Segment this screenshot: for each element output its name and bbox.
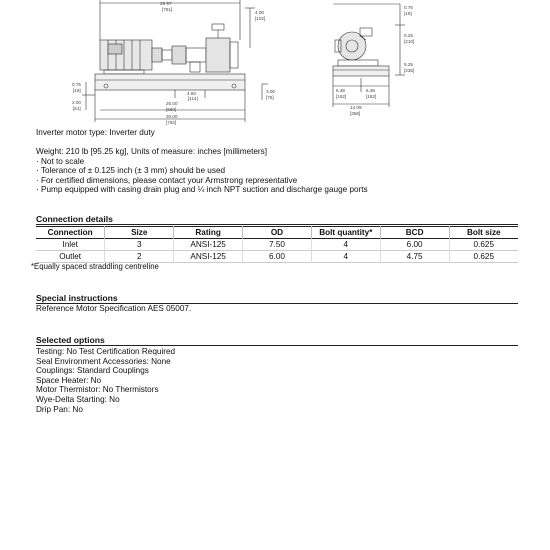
dim-text: [660] — [166, 107, 177, 112]
column-header: Bolt quantity* — [311, 227, 380, 239]
table-cell: 7.50 — [243, 239, 312, 251]
column-header: Rating — [174, 227, 243, 239]
column-header: Connection — [36, 227, 105, 239]
connection-details-title: Connection details — [36, 214, 518, 225]
column-header: Bolt size — [466, 228, 501, 237]
dim-text: [162] — [366, 94, 377, 99]
note-item: · Pump equipped with casing drain plug and ¼ inch NPT suction and discharge gauge ports — [36, 185, 368, 195]
note-item: · For certified dimensions, please contact your Armstrong representative — [36, 175, 298, 185]
dim-text: 29.97 — [160, 1, 172, 6]
dim-text: [358] — [350, 111, 361, 116]
column-header: BCD — [380, 227, 449, 239]
dim-text: [19] — [73, 88, 81, 93]
dim-text: [761] — [162, 7, 173, 12]
dim-text: [102] — [255, 16, 266, 21]
dim-text: [162] — [336, 94, 347, 99]
option-item: Space Heater: No — [36, 375, 102, 385]
option-item: Wye-Delta Starting: No — [36, 394, 120, 404]
table-cell: 4 — [311, 251, 380, 263]
dim-text: [51] — [73, 106, 81, 111]
dim-text: [76] — [266, 95, 274, 100]
table-cell: 6.00 — [243, 251, 312, 263]
dim-text: [210] — [404, 39, 415, 44]
dim-text: 4.50 — [187, 91, 196, 96]
option-item: Couplings: Standard Couplings — [36, 366, 149, 376]
column-header: Size — [105, 227, 174, 239]
table-cell: 4 — [311, 239, 380, 251]
weight-text: Weight: 210 lb [95.25 kg], Units of measure: inches [millimeters] — [36, 147, 268, 156]
table-cell: 3 — [105, 239, 174, 251]
end-view-dimensions — [336, 5, 414, 116]
option-item: Drip Pan: No — [36, 404, 83, 414]
column-header: OD — [243, 227, 312, 239]
table-cell: ANSI-125 — [174, 239, 243, 251]
selected-options-list — [36, 347, 175, 414]
table-cell: 0.625 — [473, 252, 495, 261]
option-item: Testing: No Test Certification Required — [36, 347, 176, 356]
dim-text: 0.25 — [404, 33, 413, 38]
pump-drawing — [0, 0, 550, 130]
dim-text: 26.00 — [166, 101, 178, 106]
dim-text: 0.75 — [72, 82, 81, 87]
table-row — [36, 239, 518, 251]
dim-text: [19] — [404, 11, 412, 16]
dim-text: 14.09 — [350, 105, 362, 110]
table-cell: 6.00 — [380, 239, 449, 251]
dim-text: [235] — [404, 68, 415, 73]
option-item: Seal Environment Accessories: None — [36, 356, 171, 366]
motor-type-text: Inverter motor type: Inverter duty — [36, 128, 155, 137]
dim-text: 6.38 — [366, 88, 375, 93]
dim-text: 9.25 — [404, 62, 413, 67]
notes-block — [36, 147, 368, 195]
selected-options-title: Selected options — [36, 335, 518, 346]
dim-text: 6.38 — [336, 88, 345, 93]
dim-text: [762] — [166, 120, 177, 125]
table-cell: Inlet — [36, 239, 105, 251]
connection-table — [36, 226, 518, 263]
special-instructions-title: Special instructions — [36, 293, 518, 304]
table-row — [36, 251, 518, 263]
table-cell: Outlet — [36, 251, 105, 263]
note-item: · Tolerance of ± 0.125 inch (± 3 mm) should be used — [36, 166, 226, 176]
option-item: Motor Thermistor: No Thermistors — [36, 385, 159, 395]
dim-text: [114] — [188, 96, 198, 101]
table-footnote: *Equally spaced straddling centreline — [31, 262, 159, 271]
table-cell: ANSI-125 — [174, 251, 243, 263]
dim-text: 2.00 — [72, 100, 81, 105]
table-header-row — [36, 227, 518, 239]
dim-text: 30.00 — [166, 114, 178, 119]
table-cell: 4.75 — [380, 251, 449, 263]
table-cell: 0.625 — [473, 240, 495, 249]
dim-text: 3.00 — [266, 89, 275, 94]
table-cell: 2 — [105, 251, 174, 263]
dim-text: 4.00 — [255, 10, 264, 15]
special-instructions-text: Reference Motor Specification AES 05007. — [36, 304, 192, 313]
note-item: · Not to scale — [36, 156, 85, 166]
dim-text: 0.75 — [404, 5, 413, 10]
